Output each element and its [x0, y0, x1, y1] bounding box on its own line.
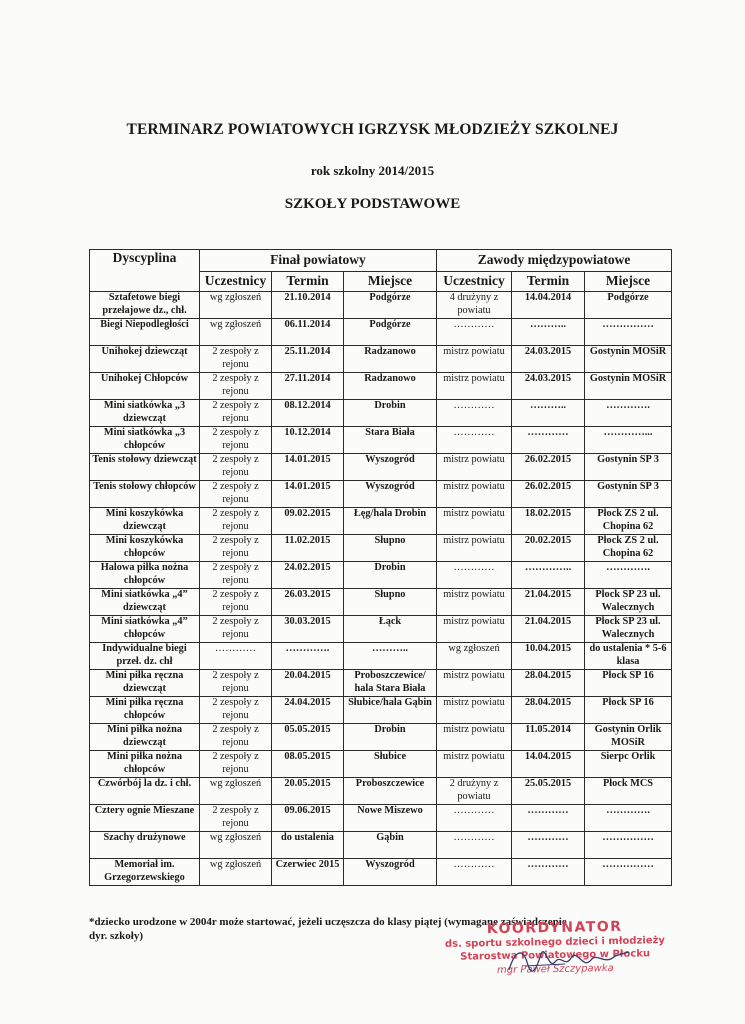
cell-final-date: 08.05.2015	[272, 751, 344, 778]
cell-final-date: 06.11.2014	[272, 319, 344, 346]
cell-inter-date: …………	[512, 832, 585, 859]
cell-inter-place: ………….	[585, 562, 672, 589]
cell-inter-place: Gostynin MOSiR	[585, 346, 672, 373]
cell-discipline: Mini siatkówka „4” dziewcząt	[90, 589, 200, 616]
table-row	[90, 535, 672, 562]
cell-final-participants: 2 zespoły z rejonu	[200, 616, 272, 643]
cell-inter-place: Gostynin SP 3	[585, 481, 672, 508]
cell-inter-participants: …………	[437, 859, 512, 886]
cell-inter-date: ………..	[512, 400, 585, 427]
cell-inter-date: ………..	[512, 319, 585, 346]
cell-inter-participants: 4 drużyny z powiatu	[437, 292, 512, 319]
cell-inter-date: 21.04.2015	[512, 616, 585, 643]
table-row	[90, 292, 672, 319]
cell-discipline: Halowa piłka nożna chłopców	[90, 562, 200, 589]
cell-discipline: Mini siatkówka „3 chłopców	[90, 427, 200, 454]
cell-discipline: Tenis stołowy chłopców	[90, 481, 200, 508]
cell-inter-date: 24.03.2015	[512, 346, 585, 373]
cell-final-date: 24.02.2015	[272, 562, 344, 589]
table-row	[90, 319, 672, 346]
cell-final-participants: wg zgłoszeń	[200, 319, 272, 346]
cell-final-place: Wyszogród	[344, 859, 437, 886]
section-title: SZKOŁY PODSTAWOWE	[284, 196, 461, 212]
cell-final-place: Gąbin	[344, 832, 437, 859]
cell-inter-participants: …………	[437, 805, 512, 832]
cell-inter-date: 14.04.2015	[512, 751, 585, 778]
cell-inter-place: Gostynin SP 3	[585, 454, 672, 481]
cell-inter-date: 28.04.2015	[512, 697, 585, 724]
header-date-inter: Termin	[512, 272, 585, 292]
cell-inter-place: ………….	[585, 805, 672, 832]
cell-final-place: Słubice	[344, 751, 437, 778]
header-place: Miejsce	[344, 272, 437, 292]
cell-inter-participants: wg zgłoszeń	[437, 643, 512, 670]
cell-final-place: Podgórze	[344, 292, 437, 319]
cell-inter-place: Płock ZS 2 ul. Chopina 62	[585, 508, 672, 535]
cell-discipline: Mini koszykówka dziewcząt	[90, 508, 200, 535]
cell-final-date: 14.01.2015	[272, 454, 344, 481]
header-place-inter: Miejsce	[585, 272, 672, 292]
cell-final-place: Podgórze	[344, 319, 437, 346]
document-title: TERMINARZ POWIATOWYCH IGRZYSK MŁODZIEŻY SZKOLNEJ	[126, 121, 619, 138]
cell-discipline: Mini siatkówka „3 dziewcząt	[90, 400, 200, 427]
cell-final-date: 10.12.2014	[272, 427, 344, 454]
table-row	[90, 724, 672, 751]
schedule-table	[89, 249, 672, 886]
cell-final-place: Radzanowo	[344, 346, 437, 373]
cell-final-participants: wg zgłoszeń	[200, 832, 272, 859]
cell-final-place: Drobin	[344, 400, 437, 427]
table-row	[90, 832, 672, 859]
cell-final-place: Nowe Miszewo	[344, 805, 437, 832]
stamp-line-2: Starostwa Powiatowego w Płocku	[460, 948, 651, 963]
cell-inter-place: ………….	[585, 400, 672, 427]
handwritten-signature	[505, 940, 635, 980]
cell-discipline: Czwórbój la dz. i chł.	[90, 778, 200, 805]
cell-discipline: Mini piłka nożna dziewcząt	[90, 724, 200, 751]
cell-final-participants: 2 zespoły z rejonu	[200, 400, 272, 427]
cell-final-participants: 2 zespoły z rejonu	[200, 346, 272, 373]
cell-inter-participants: mistrz powiatu	[437, 481, 512, 508]
cell-inter-place: Gostynin MOSiR	[585, 373, 672, 400]
cell-final-place: Stara Biała	[344, 427, 437, 454]
header-discipline: Dyscyplina	[90, 250, 200, 292]
cell-final-place: Radzanowo	[344, 373, 437, 400]
cell-final-date: 21.10.2014	[272, 292, 344, 319]
cell-inter-date: 18.02.2015	[512, 508, 585, 535]
cell-inter-participants: mistrz powiatu	[437, 508, 512, 535]
table-row	[90, 400, 672, 427]
cell-discipline: Sztafetowe biegi przełajowe dz., chł.	[90, 292, 200, 319]
cell-inter-participants: …………	[437, 427, 512, 454]
cell-discipline: Mini piłka ręczna chłopców	[90, 697, 200, 724]
cell-inter-date: 28.04.2015	[512, 670, 585, 697]
cell-discipline: Cztery ognie Mieszane	[90, 805, 200, 832]
cell-final-place: Łąck	[344, 616, 437, 643]
cell-final-date: 20.04.2015	[272, 670, 344, 697]
cell-inter-date: …………..	[512, 562, 585, 589]
cell-inter-participants: mistrz powiatu	[437, 724, 512, 751]
cell-final-participants: wg zgłoszeń	[200, 778, 272, 805]
cell-inter-participants: 2 drużyny z powiatu	[437, 778, 512, 805]
cell-inter-place: Płock ZS 2 ul. Chopina 62	[585, 535, 672, 562]
cell-inter-participants: …………	[437, 832, 512, 859]
stamp-title: KOORDYNATOR	[486, 918, 623, 938]
footnote-line-2: dyr. szkoły)	[89, 930, 143, 942]
table-row	[90, 346, 672, 373]
cell-inter-date: 10.04.2015	[512, 643, 585, 670]
cell-final-place: Słubice/hala Gąbin	[344, 697, 437, 724]
cell-discipline: Memoriał im. Grzegorzewskiego	[90, 859, 200, 886]
cell-inter-participants: mistrz powiatu	[437, 697, 512, 724]
cell-final-date: 14.01.2015	[272, 481, 344, 508]
cell-inter-participants: mistrz powiatu	[437, 751, 512, 778]
cell-final-participants: 2 zespoły z rejonu	[200, 589, 272, 616]
cell-final-place: Słupno	[344, 535, 437, 562]
cell-final-participants: 2 zespoły z rejonu	[200, 535, 272, 562]
cell-final-participants: …………	[200, 643, 272, 670]
cell-final-date: 09.02.2015	[272, 508, 344, 535]
cell-final-place: Proboszczewice/ hala Stara Biała	[344, 670, 437, 697]
cell-inter-participants: mistrz powiatu	[437, 346, 512, 373]
footnote-line-1: *dziecko urodzone w 2004r może startować, jeżeli uczęszcza do klasy piątej (wymagane zaświadczenie	[89, 916, 567, 928]
cell-inter-place: Płock MCS	[585, 778, 672, 805]
cell-final-participants: 2 zespoły z rejonu	[200, 481, 272, 508]
table-row	[90, 454, 672, 481]
header-participants-inter: Uczestnicy	[437, 272, 512, 292]
cell-discipline: Mini koszykówka chłopców	[90, 535, 200, 562]
cell-inter-participants: mistrz powiatu	[437, 616, 512, 643]
cell-inter-date: 25.05.2015	[512, 778, 585, 805]
cell-inter-place: Płock SP 23 ul. Walecznych	[585, 589, 672, 616]
cell-final-place: Drobin	[344, 724, 437, 751]
cell-inter-date: 26.02.2015	[512, 454, 585, 481]
cell-inter-place: …………...	[585, 427, 672, 454]
cell-discipline: Mini piłka ręczna dziewcząt	[90, 670, 200, 697]
cell-final-date: 09.06.2015	[272, 805, 344, 832]
table-row	[90, 859, 672, 886]
cell-discipline: Mini siatkówka „4” chłopców	[90, 616, 200, 643]
table-row	[90, 616, 672, 643]
cell-final-date: 30.03.2015	[272, 616, 344, 643]
table-row	[90, 562, 672, 589]
cell-discipline: Indywidualne biegi przeł. dz. chł	[90, 643, 200, 670]
cell-final-participants: 2 zespoły z rejonu	[200, 751, 272, 778]
cell-inter-date: 24.03.2015	[512, 373, 585, 400]
cell-discipline: Szachy drużynowe	[90, 832, 200, 859]
cell-final-participants: 2 zespoły z rejonu	[200, 508, 272, 535]
cell-final-place: Wyszogród	[344, 481, 437, 508]
cell-inter-place: ……………	[585, 859, 672, 886]
cell-final-participants: 2 zespoły z rejonu	[200, 670, 272, 697]
cell-discipline: Mini piłka nożna chłopców	[90, 751, 200, 778]
cell-inter-place: Płock SP 23 ul. Walecznych	[585, 616, 672, 643]
cell-inter-date: 11.05.2014	[512, 724, 585, 751]
cell-inter-participants: mistrz powiatu	[437, 373, 512, 400]
cell-final-date: ………….	[272, 643, 344, 670]
cell-final-place: Słupno	[344, 589, 437, 616]
cell-inter-participants: mistrz powiatu	[437, 670, 512, 697]
cell-final-date: 26.03.2015	[272, 589, 344, 616]
cell-inter-place: Płock SP 16	[585, 697, 672, 724]
cell-discipline: Unihokej dziewcząt	[90, 346, 200, 373]
cell-final-participants: 2 zespoły z rejonu	[200, 373, 272, 400]
table-row	[90, 670, 672, 697]
cell-inter-date: …………	[512, 859, 585, 886]
cell-inter-date: 21.04.2015	[512, 589, 585, 616]
cell-inter-place: Podgórze	[585, 292, 672, 319]
cell-inter-date: …………	[512, 427, 585, 454]
cell-final-participants: 2 zespoły z rejonu	[200, 427, 272, 454]
table-row	[90, 643, 672, 670]
cell-discipline: Tenis stołowy dziewcząt	[90, 454, 200, 481]
cell-final-date: Czerwiec 2015	[272, 859, 344, 886]
table-row	[90, 697, 672, 724]
cell-final-date: 24.04.2015	[272, 697, 344, 724]
table-row	[90, 481, 672, 508]
table-row	[90, 508, 672, 535]
cell-discipline: Biegi Niepodległości	[90, 319, 200, 346]
cell-final-participants: 2 zespoły z rejonu	[200, 562, 272, 589]
table-row	[90, 805, 672, 832]
header-inter: Zawody międzypowiatowe	[437, 250, 672, 272]
cell-final-participants: 2 zespoły z rejonu	[200, 454, 272, 481]
cell-inter-participants: mistrz powiatu	[437, 454, 512, 481]
stamp-line-1: ds. sportu szkolnego dzieci i młodzieży	[444, 935, 665, 950]
cell-final-date: 25.11.2014	[272, 346, 344, 373]
table-row	[90, 778, 672, 805]
cell-inter-place: ……………	[585, 319, 672, 346]
table-row	[90, 751, 672, 778]
cell-final-place: Wyszogród	[344, 454, 437, 481]
cell-final-date: 20.05.2015	[272, 778, 344, 805]
table-row	[90, 373, 672, 400]
cell-final-participants: wg zgłoszeń	[200, 859, 272, 886]
cell-final-date: 27.11.2014	[272, 373, 344, 400]
cell-discipline: Unihokej Chłopców	[90, 373, 200, 400]
cell-final-place: Drobin	[344, 562, 437, 589]
cell-final-participants: 2 zespoły z rejonu	[200, 724, 272, 751]
cell-final-date: 08.12.2014	[272, 400, 344, 427]
cell-inter-participants: …………	[437, 319, 512, 346]
cell-final-place: ………..	[344, 643, 437, 670]
cell-final-place: Łęg/hala Drobin	[344, 508, 437, 535]
cell-inter-date: 26.02.2015	[512, 481, 585, 508]
cell-inter-date: 14.04.2014	[512, 292, 585, 319]
cell-inter-place: Płock SP 16	[585, 670, 672, 697]
cell-final-date: 05.05.2015	[272, 724, 344, 751]
header-date: Termin	[272, 272, 344, 292]
cell-inter-date: 20.02.2015	[512, 535, 585, 562]
table-row	[90, 427, 672, 454]
cell-inter-participants: …………	[437, 400, 512, 427]
header-participants: Uczestnicy	[200, 272, 272, 292]
cell-final-participants: 2 zespoły z rejonu	[200, 697, 272, 724]
stamp-name: mgr Paweł Szczypawka	[496, 962, 614, 977]
cell-inter-participants: mistrz powiatu	[437, 589, 512, 616]
cell-inter-place: Sierpc Orlik	[585, 751, 672, 778]
cell-inter-place: Gostynin Orlik MOSiR	[585, 724, 672, 751]
cell-inter-participants: mistrz powiatu	[437, 535, 512, 562]
cell-inter-participants: …………	[437, 562, 512, 589]
school-year: rok szkolny 2014/2015	[310, 163, 435, 178]
cell-final-participants: wg zgłoszeń	[200, 292, 272, 319]
header-final: Finał powiatowy	[200, 250, 437, 272]
cell-final-date: 11.02.2015	[272, 535, 344, 562]
table-body	[90, 292, 672, 886]
cell-inter-place: do ustalenia * 5-6 klasa	[585, 643, 672, 670]
cell-inter-place: ……………	[585, 832, 672, 859]
cell-final-date: do ustalenia	[272, 832, 344, 859]
table-row	[90, 589, 672, 616]
cell-inter-date: …………	[512, 805, 585, 832]
cell-final-place: Proboszczewice	[344, 778, 437, 805]
cell-final-participants: 2 zespoły z rejonu	[200, 805, 272, 832]
